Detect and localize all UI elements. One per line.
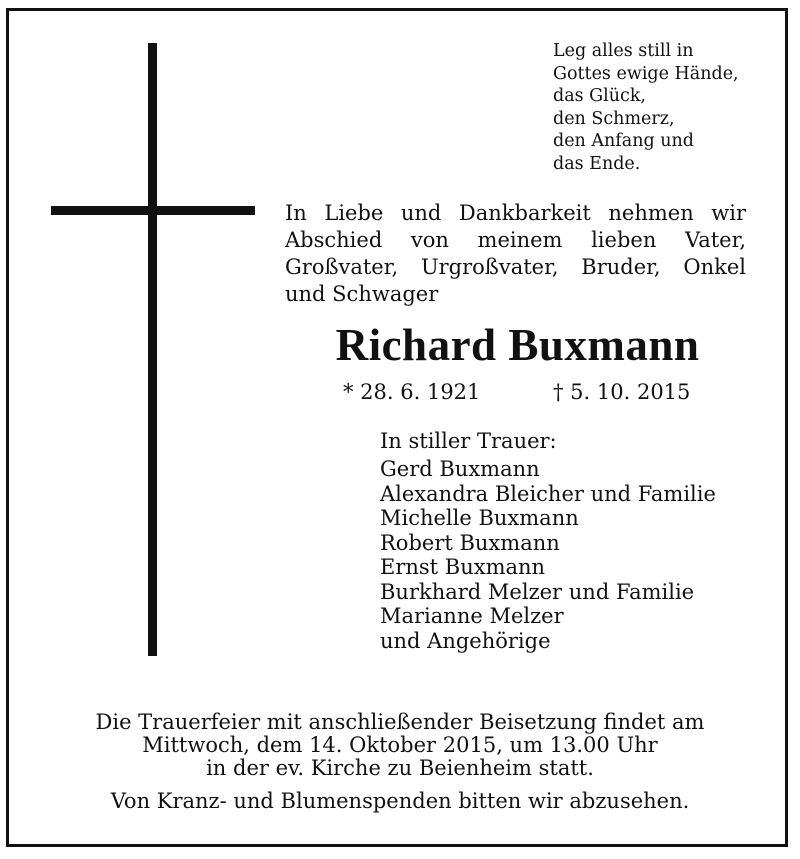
mourning-heading: In stiller Trauer: — [380, 429, 557, 453]
poem-line: Gottes ewige Hände, — [553, 63, 739, 84]
cross-icon-horizontal-bar — [51, 206, 255, 215]
donation-note: Von Kranz- und Blumenspenden bitten wir abzusehen. — [110, 789, 690, 813]
deceased-name: Richard Buxmann — [335, 320, 700, 370]
funeral-line: Mittwoch, dem 14. Oktober 2015, um 13.00 Uhr — [142, 733, 658, 757]
mourner-name: Robert Buxmann — [380, 530, 560, 555]
poem-verse — [553, 40, 793, 175]
intro-line: und Schwager — [285, 282, 439, 306]
mourner-name: Ernst Buxmann — [380, 555, 546, 579]
poem-line: den Schmerz, — [553, 108, 675, 129]
mourner-name: und Angehörige — [380, 628, 551, 653]
poem-line: Leg alles still in — [553, 41, 694, 61]
mourner-name: Michelle Buxmann — [380, 506, 579, 530]
intro-line: Großvater, Urgroßvater, Bruder, Onkel — [285, 255, 746, 279]
intro-text — [285, 200, 746, 308]
funeral-info — [30, 711, 770, 813]
mourner-name: Marianne Melzer — [380, 604, 564, 628]
poem-line: den Anfang und — [553, 131, 694, 151]
poem-line: das Glück, — [553, 86, 646, 106]
intro-line: In Liebe und Dankbarkeit nehmen wir — [285, 201, 746, 225]
mourner-name: Burkhard Melzer und Familie — [380, 579, 695, 604]
birth-date: * 28. 6. 1921 — [343, 380, 481, 404]
poem-line: das Ende. — [553, 153, 641, 174]
mourner-name: Gerd Buxmann — [380, 457, 540, 481]
funeral-line: Die Trauerfeier mit anschließender Beisetzung findet am — [95, 710, 705, 734]
funeral-line: in der ev. Kirche zu Beienheim statt. — [206, 756, 594, 780]
mourners-list — [380, 457, 716, 653]
intro-line: Abschied von meinem lieben Vater, — [285, 228, 746, 252]
mourner-name: Alexandra Bleicher und Familie — [380, 481, 716, 506]
cross-icon-vertical-bar — [148, 43, 157, 656]
death-date: † 5. 10. 2015 — [553, 380, 691, 404]
